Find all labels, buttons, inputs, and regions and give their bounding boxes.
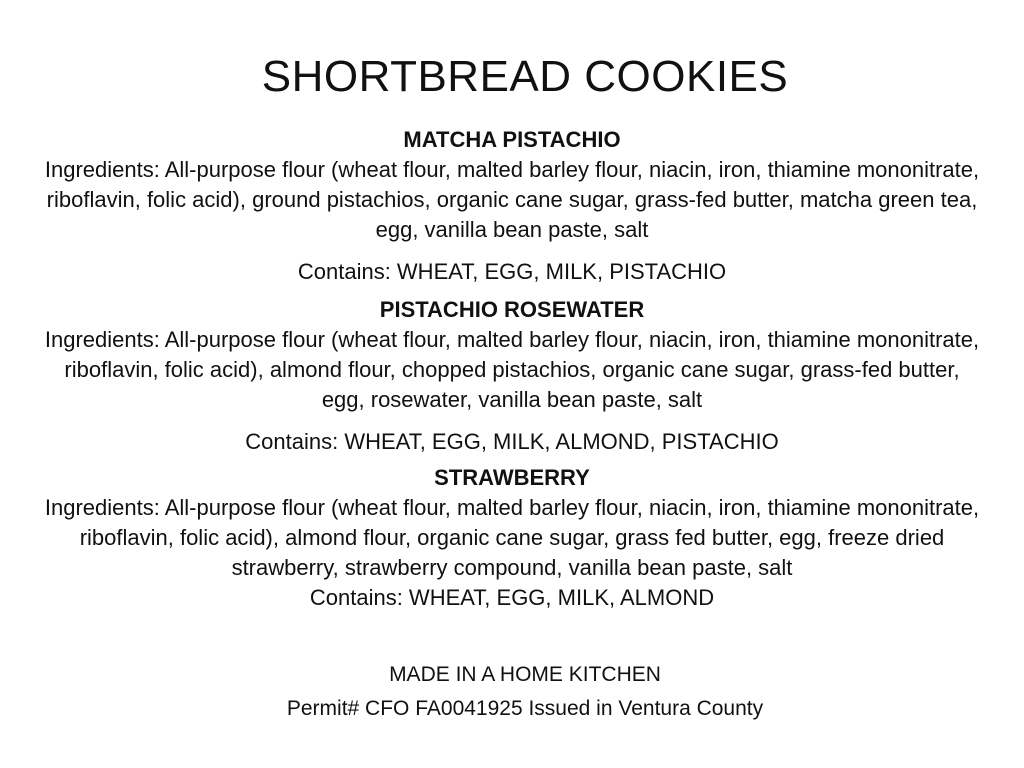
ingredients-text: Ingredients: All-purpose flour (wheat flour, malted barley flour, niacin, iron, thiamine mononitrate, riboflavin, folic acid), almond flour, organic cane sugar, grass fed butter, egg, freeze dried strawberry, strawberry compound, vanilla bean paste, salt	[44, 495, 980, 580]
product-name: PISTACHIO ROSEWATER	[379, 297, 645, 322]
product-section-pistachio-rosewater	[40, 295, 984, 457]
home-kitchen-notice: MADE IN A HOME KITCHEN	[389, 663, 661, 686]
product-section-strawberry	[40, 463, 984, 613]
page-title: SHORTBREAD COOKIES	[261, 52, 789, 101]
allergen-statement: Contains: WHEAT, EGG, MILK, ALMOND, PISTACHIO	[245, 429, 779, 454]
product-section-matcha-pistachio	[40, 125, 984, 287]
permit-number: Permit# CFO FA0041925 Issued in Ventura County	[286, 697, 764, 720]
ingredients-text: Ingredients: All-purpose flour (wheat flour, malted barley flour, niacin, iron, thiamine mononitrate, riboflavin, folic acid), almond flour, chopped pistachios, organic cane sugar, grass-fed butter, egg, rosewater, vanilla bean paste, salt	[44, 327, 980, 412]
product-name: STRAWBERRY	[434, 465, 590, 490]
ingredients-text: Ingredients: All-purpose flour (wheat flour, malted barley flour, niacin, iron, thiamine mononitrate, riboflavin, folic acid), ground pistachios, organic cane sugar, grass-fed butter, matcha green tea, egg, vanilla bean paste, salt	[44, 157, 980, 242]
allergen-statement: Contains: WHEAT, EGG, MILK, ALMOND	[309, 585, 715, 610]
allergen-statement: Contains: WHEAT, EGG, MILK, PISTACHIO	[297, 259, 727, 284]
product-name: MATCHA PISTACHIO	[403, 127, 621, 152]
